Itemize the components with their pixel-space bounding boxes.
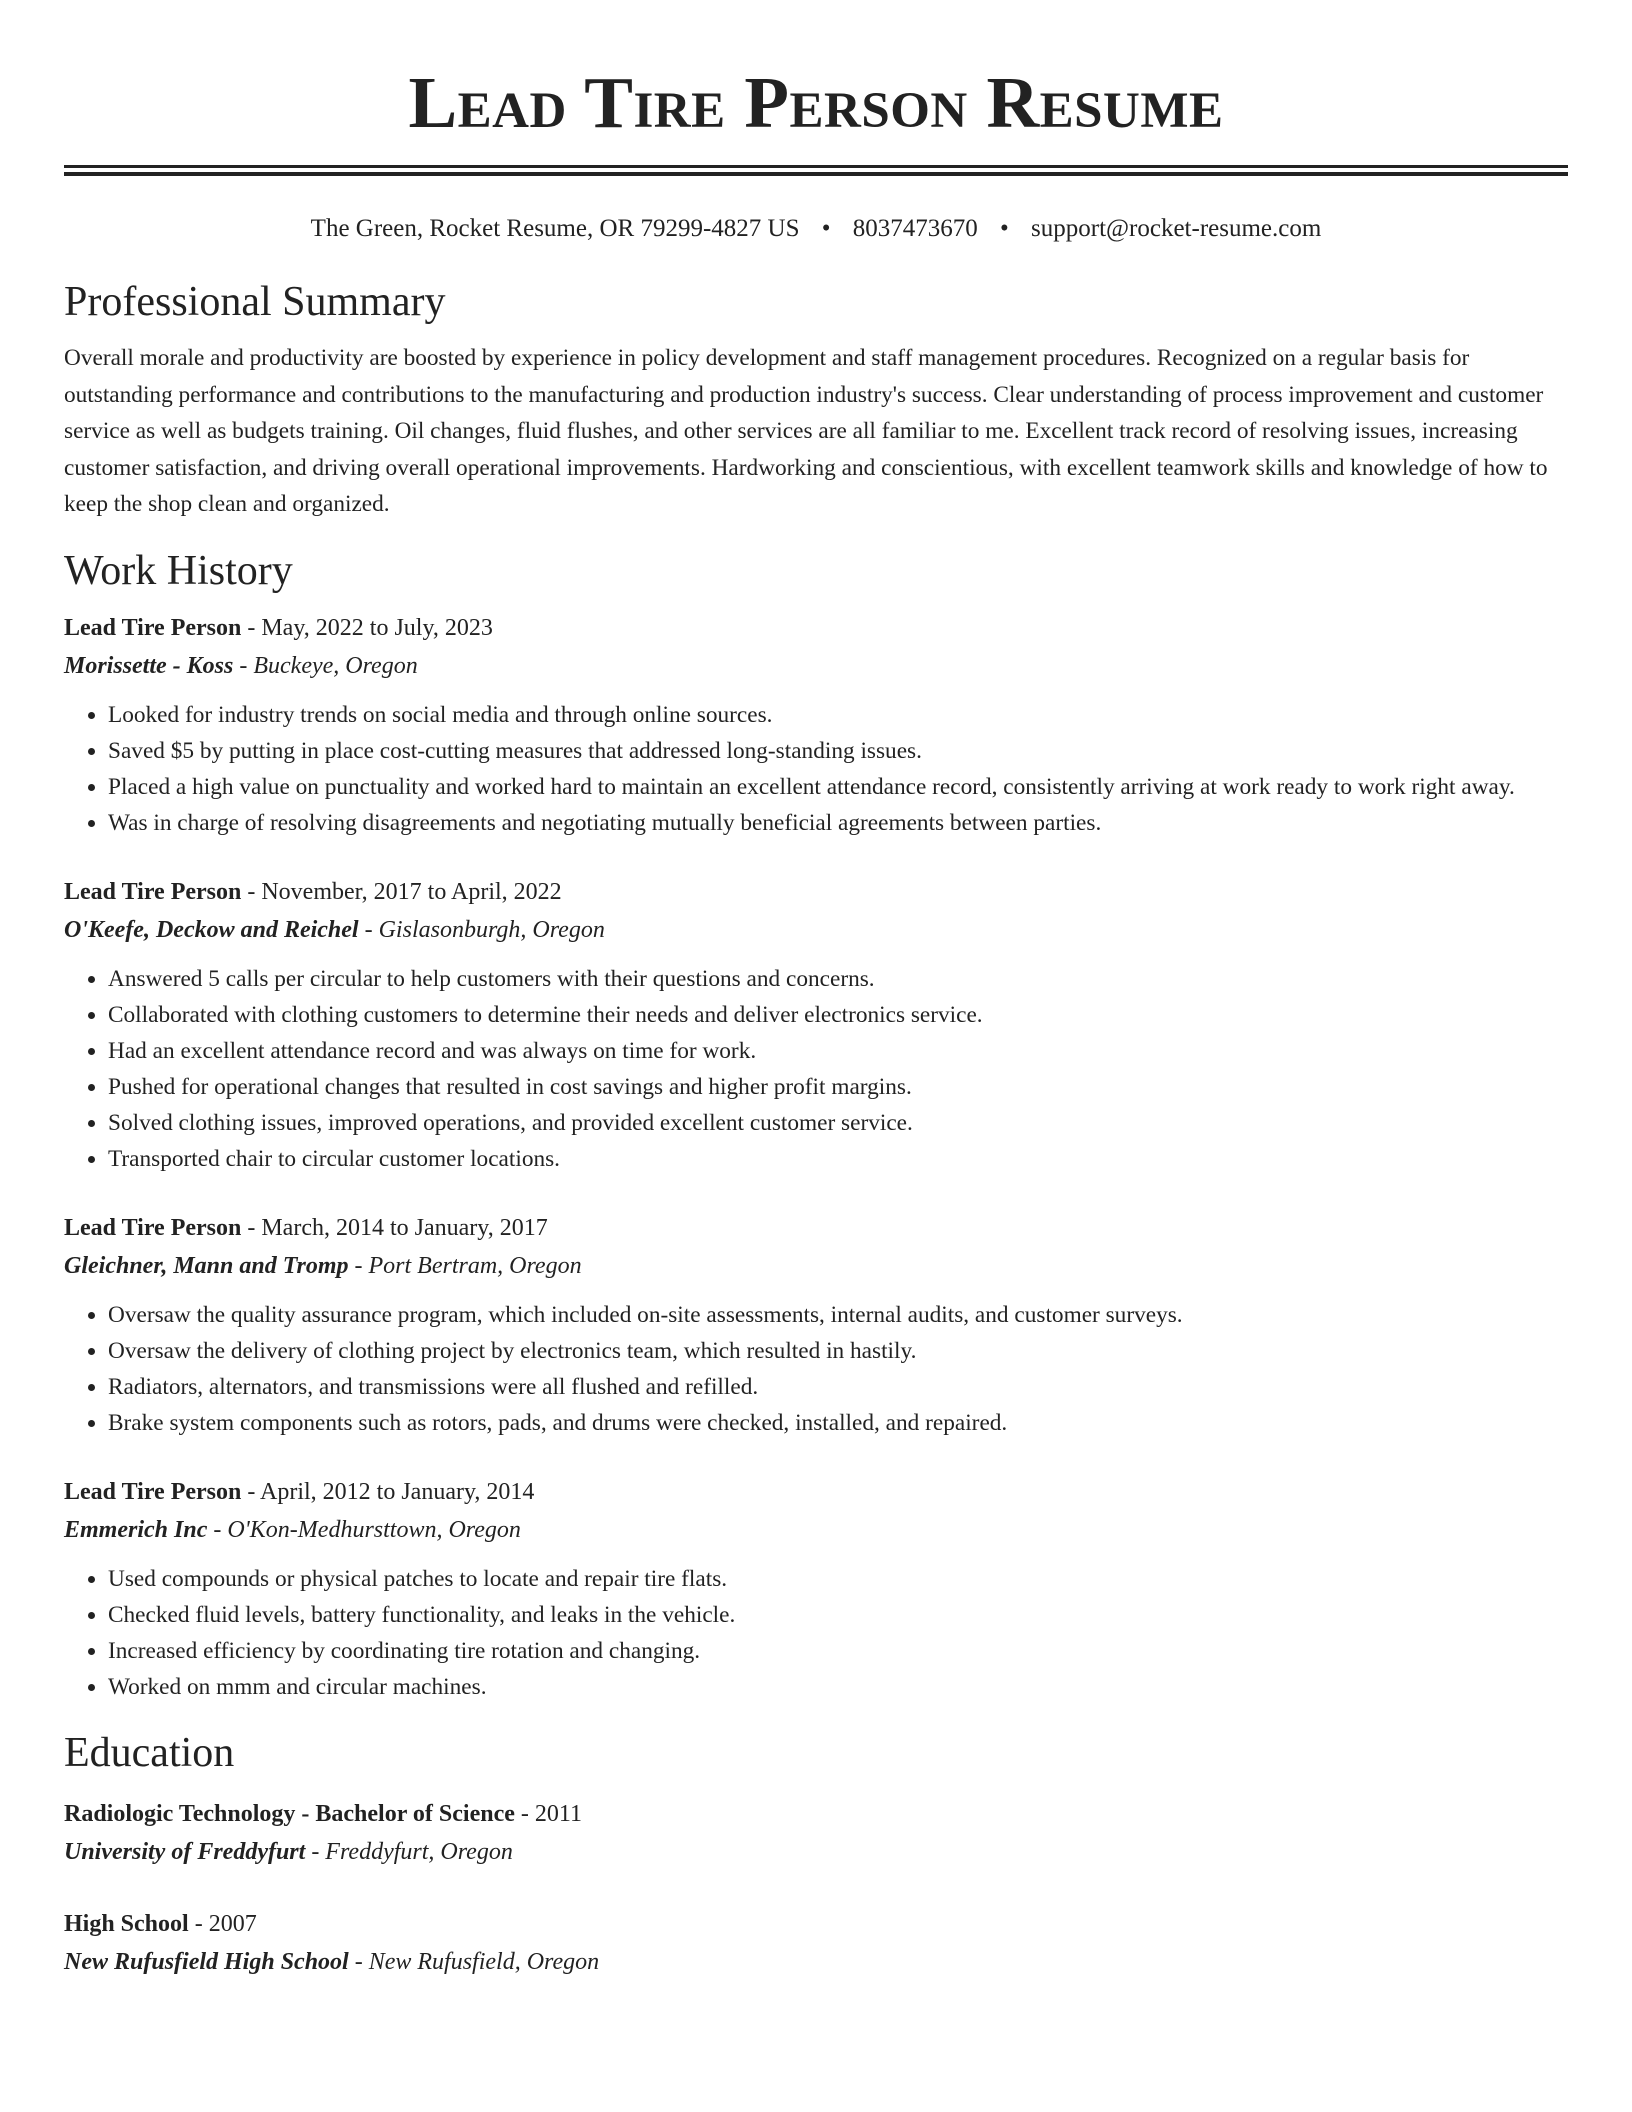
contact-separator: •: [1000, 215, 1009, 242]
list-item: • Increased efficiency by coordinating tire rotation and changing.: [108, 1633, 1568, 1669]
job-location: - O'Kon-Medhursttown, Oregon: [207, 1516, 521, 1543]
education-school-line: [64, 1943, 1568, 1981]
summary-text: Overall morale and productivity are boosted by experience in policy development and staff management procedures. Recognized on a regular basis for outstanding performance and contributions to the manufacturing and production industry's success. Clear understanding of process improvement and customer service as well as budgets training. Oil changes, fluid flushes, and other services are all familiar to me. Excellent track record of resolving issues, increasing customer satisfaction, and driving overall operational improvements. Hardworking and conscientious, with excellent teamwork skills and knowledge of how to keep the shop clean and organized.: [64, 345, 1548, 517]
job-employer-line: [64, 911, 1568, 949]
list-item: • Had an excellent attendance record and was always on time for work.: [108, 1033, 1568, 1069]
job-bullets: [64, 1297, 1568, 1441]
job-employer: Gleichner, Mann and Tromp: [64, 1252, 349, 1279]
list-item: • Solved clothing issues, improved operations, and provided excellent customer service.: [108, 1105, 1568, 1141]
job-title-line: [64, 609, 1568, 647]
job-entry: [64, 609, 1568, 841]
section-heading-work: Work History: [64, 547, 293, 594]
education-school-line: [64, 1833, 1568, 1871]
job-title: Lead Tire Person: [64, 1478, 242, 1505]
job-dates: - May, 2022 to July, 2023: [241, 614, 493, 641]
job-dates: - April, 2012 to January, 2014: [241, 1478, 535, 1505]
list-item: • Answered 5 calls per circular to help customers with their questions and concerns.: [108, 961, 1568, 997]
section-heading-education: Education: [64, 1729, 235, 1776]
job-bullets: [64, 697, 1568, 841]
education-year: - 2011: [514, 1800, 582, 1827]
education-entry: [64, 1795, 1568, 1871]
list-item: • Worked on mmm and circular machines.: [108, 1669, 1568, 1705]
job-location: - Gislasonburgh, Oregon: [358, 916, 605, 943]
list-item: • Transported chair to circular customer locations.: [108, 1141, 1568, 1177]
list-item: • Radiators, alternators, and transmissions were all flushed and refilled.: [108, 1369, 1568, 1405]
job-bullets: [64, 1561, 1568, 1705]
education-school: New Rufusfield High School: [64, 1948, 349, 1975]
contact-address: The Green, Rocket Resume, OR 79299-4827 US: [310, 215, 800, 242]
job-dates: - March, 2014 to January, 2017: [241, 1214, 548, 1241]
resume-title: Lead Tire Person Resume: [408, 62, 1224, 143]
list-item: • Pushed for operational changes that resulted in cost savings and higher profit margins.: [108, 1069, 1568, 1105]
list-item: • Oversaw the delivery of clothing project by electronics team, which resulted in hastily.: [108, 1333, 1568, 1369]
job-employer-line: [64, 1511, 1568, 1549]
job-title-line: [64, 1473, 1568, 1511]
education-degree-line: [64, 1795, 1568, 1833]
list-item: • Used compounds or physical patches to locate and repair tire flats.: [108, 1561, 1568, 1597]
education-location: - Freddyfurt, Oregon: [305, 1838, 513, 1865]
contact-phone: 8037473670: [852, 215, 978, 242]
education-degree: High School: [64, 1910, 189, 1937]
education-location: - New Rufusfield, Oregon: [348, 1948, 600, 1975]
job-title: Lead Tire Person: [64, 1214, 242, 1241]
contact-separator: •: [821, 215, 831, 242]
list-item: • Collaborated with clothing customers to determine their needs and deliver electronics service.: [108, 997, 1568, 1033]
job-employer: O'Keefe, Deckow and Reichel: [64, 916, 359, 943]
job-entry: [64, 873, 1568, 1177]
list-item: • Oversaw the quality assurance program, which included on-site assessments, internal audits, and customer surveys.: [108, 1297, 1568, 1333]
education-entry: [64, 1905, 1568, 1981]
job-title: Lead Tire Person: [64, 614, 242, 641]
section-heading-summary: Professional Summary: [64, 279, 446, 325]
list-item: • Brake system components such as rotors, pads, and drums were checked, installed, and repaired.: [108, 1405, 1568, 1441]
contact-email[interactable]: support@rocket-resume.com: [1031, 215, 1322, 242]
job-employer-line: [64, 1247, 1568, 1285]
education-degree: Radiologic Technology - Bachelor of Science: [64, 1800, 515, 1827]
list-item: • Placed a high value on punctuality and worked hard to maintain an excellent attendance record, consistently arriving at work ready to work right away.: [108, 769, 1568, 805]
title-rule-top: [64, 165, 1568, 168]
job-location: - Port Bertram, Oregon: [348, 1252, 582, 1279]
job-title: Lead Tire Person: [64, 878, 242, 905]
job-entry: [64, 1473, 1568, 1705]
contact-line: [64, 212, 1568, 246]
job-location: - Buckeye, Oregon: [233, 652, 418, 679]
job-title-line: [64, 873, 1568, 911]
job-bullets: [64, 961, 1568, 1177]
job-entry: [64, 1209, 1568, 1441]
job-employer: Emmerich Inc: [64, 1516, 208, 1543]
education-degree-line: [64, 1905, 1568, 1943]
job-employer-line: [64, 647, 1568, 685]
job-title-line: [64, 1209, 1568, 1247]
job-employer: Morissette - Koss: [64, 652, 234, 679]
education-school: University of Freddyfurt: [64, 1838, 306, 1865]
list-item: • Looked for industry trends on social media and through online sources.: [108, 697, 1568, 733]
list-item: • Was in charge of resolving disagreements and negotiating mutually beneficial agreements between parties.: [108, 805, 1568, 841]
list-item: • Checked fluid levels, battery functionality, and leaks in the vehicle.: [108, 1597, 1568, 1633]
title-rule-bottom: [64, 172, 1568, 176]
education-year: - 2007: [188, 1910, 257, 1937]
job-dates: - November, 2017 to April, 2022: [241, 878, 562, 905]
list-item: • Saved $5 by putting in place cost-cutting measures that addressed long-standing issues.: [108, 733, 1568, 769]
